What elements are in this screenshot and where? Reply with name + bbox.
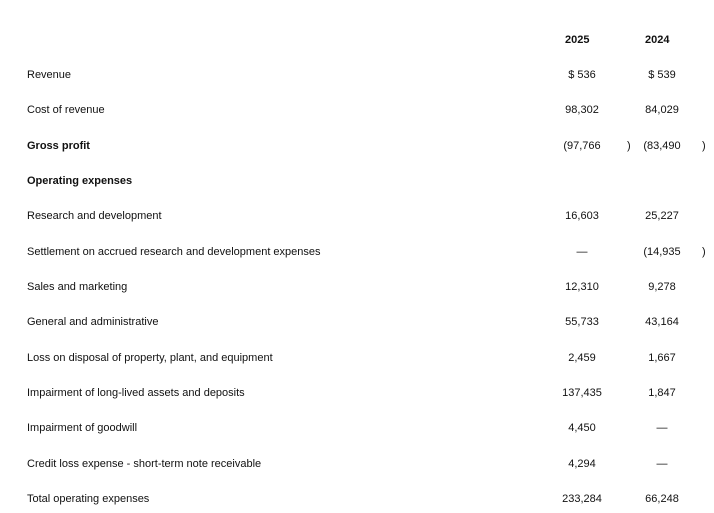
row-label: Impairment of long-lived assets and deposits xyxy=(27,387,245,399)
value-2025: 233,284 xyxy=(562,493,602,505)
value-2025: 16,603 xyxy=(565,210,599,222)
section-heading-row xyxy=(0,175,714,191)
row-label: Research and development xyxy=(27,210,162,222)
table-row xyxy=(0,422,714,438)
value-2024: 25,227 xyxy=(645,210,679,222)
value-2025: — xyxy=(576,246,588,258)
table-row xyxy=(0,246,714,262)
row-label: Settlement on accrued research and development expenses xyxy=(27,246,321,258)
value-2024: 43,164 xyxy=(645,316,679,328)
table-row xyxy=(0,387,714,403)
value-2024: — xyxy=(656,458,668,470)
value-2025: 137,435 xyxy=(562,387,602,399)
value-2025: 2,459 xyxy=(568,352,596,364)
value-2024: $ 539 xyxy=(648,69,676,81)
row-label: Credit loss expense - short-term note receivable xyxy=(27,458,262,470)
row-label: Cost of revenue xyxy=(27,104,105,116)
table-row xyxy=(0,352,714,368)
closing-paren-2024: ) xyxy=(702,246,706,258)
value-2024: (83,490 xyxy=(643,140,681,152)
table-row xyxy=(0,458,714,474)
table-row xyxy=(0,281,714,297)
value-2025: (97,766 xyxy=(563,140,601,152)
column-header-2024: 2024 xyxy=(645,34,670,46)
value-2025: 12,310 xyxy=(565,281,599,293)
value-2024: 9,278 xyxy=(648,281,676,293)
value-2024: 1,847 xyxy=(648,387,676,399)
value-2024: (14,935 xyxy=(643,246,681,258)
value-2024: — xyxy=(656,422,668,434)
value-2024: 84,029 xyxy=(645,104,679,116)
value-2025: 4,450 xyxy=(568,422,596,434)
row-label: General and administrative xyxy=(27,316,159,328)
value-2025: 4,294 xyxy=(568,458,596,470)
row-label: Impairment of goodwill xyxy=(27,422,138,434)
closing-paren-2024: ) xyxy=(702,140,706,152)
table-row xyxy=(0,493,714,509)
value-2024: 66,248 xyxy=(645,493,679,505)
value-2024: 1,667 xyxy=(648,352,676,364)
table-row xyxy=(0,69,714,85)
row-label: Total operating expenses xyxy=(27,493,150,505)
row-label: Loss on disposal of property, plant, and equipment xyxy=(27,352,273,364)
value-2025: 98,302 xyxy=(565,104,599,116)
value-2025: 55,733 xyxy=(565,316,599,328)
table-row xyxy=(0,104,714,120)
closing-paren-2025: ) xyxy=(627,140,631,152)
value-2025: $ 536 xyxy=(568,69,596,81)
table-row xyxy=(0,316,714,332)
column-header-2025: 2025 xyxy=(565,34,590,46)
row-label: Sales and marketing xyxy=(27,281,128,293)
table-row xyxy=(0,140,714,156)
row-label: Gross profit xyxy=(27,140,90,152)
table-row xyxy=(0,210,714,226)
section-heading: Operating expenses xyxy=(27,175,133,187)
row-label: Revenue xyxy=(27,69,72,81)
